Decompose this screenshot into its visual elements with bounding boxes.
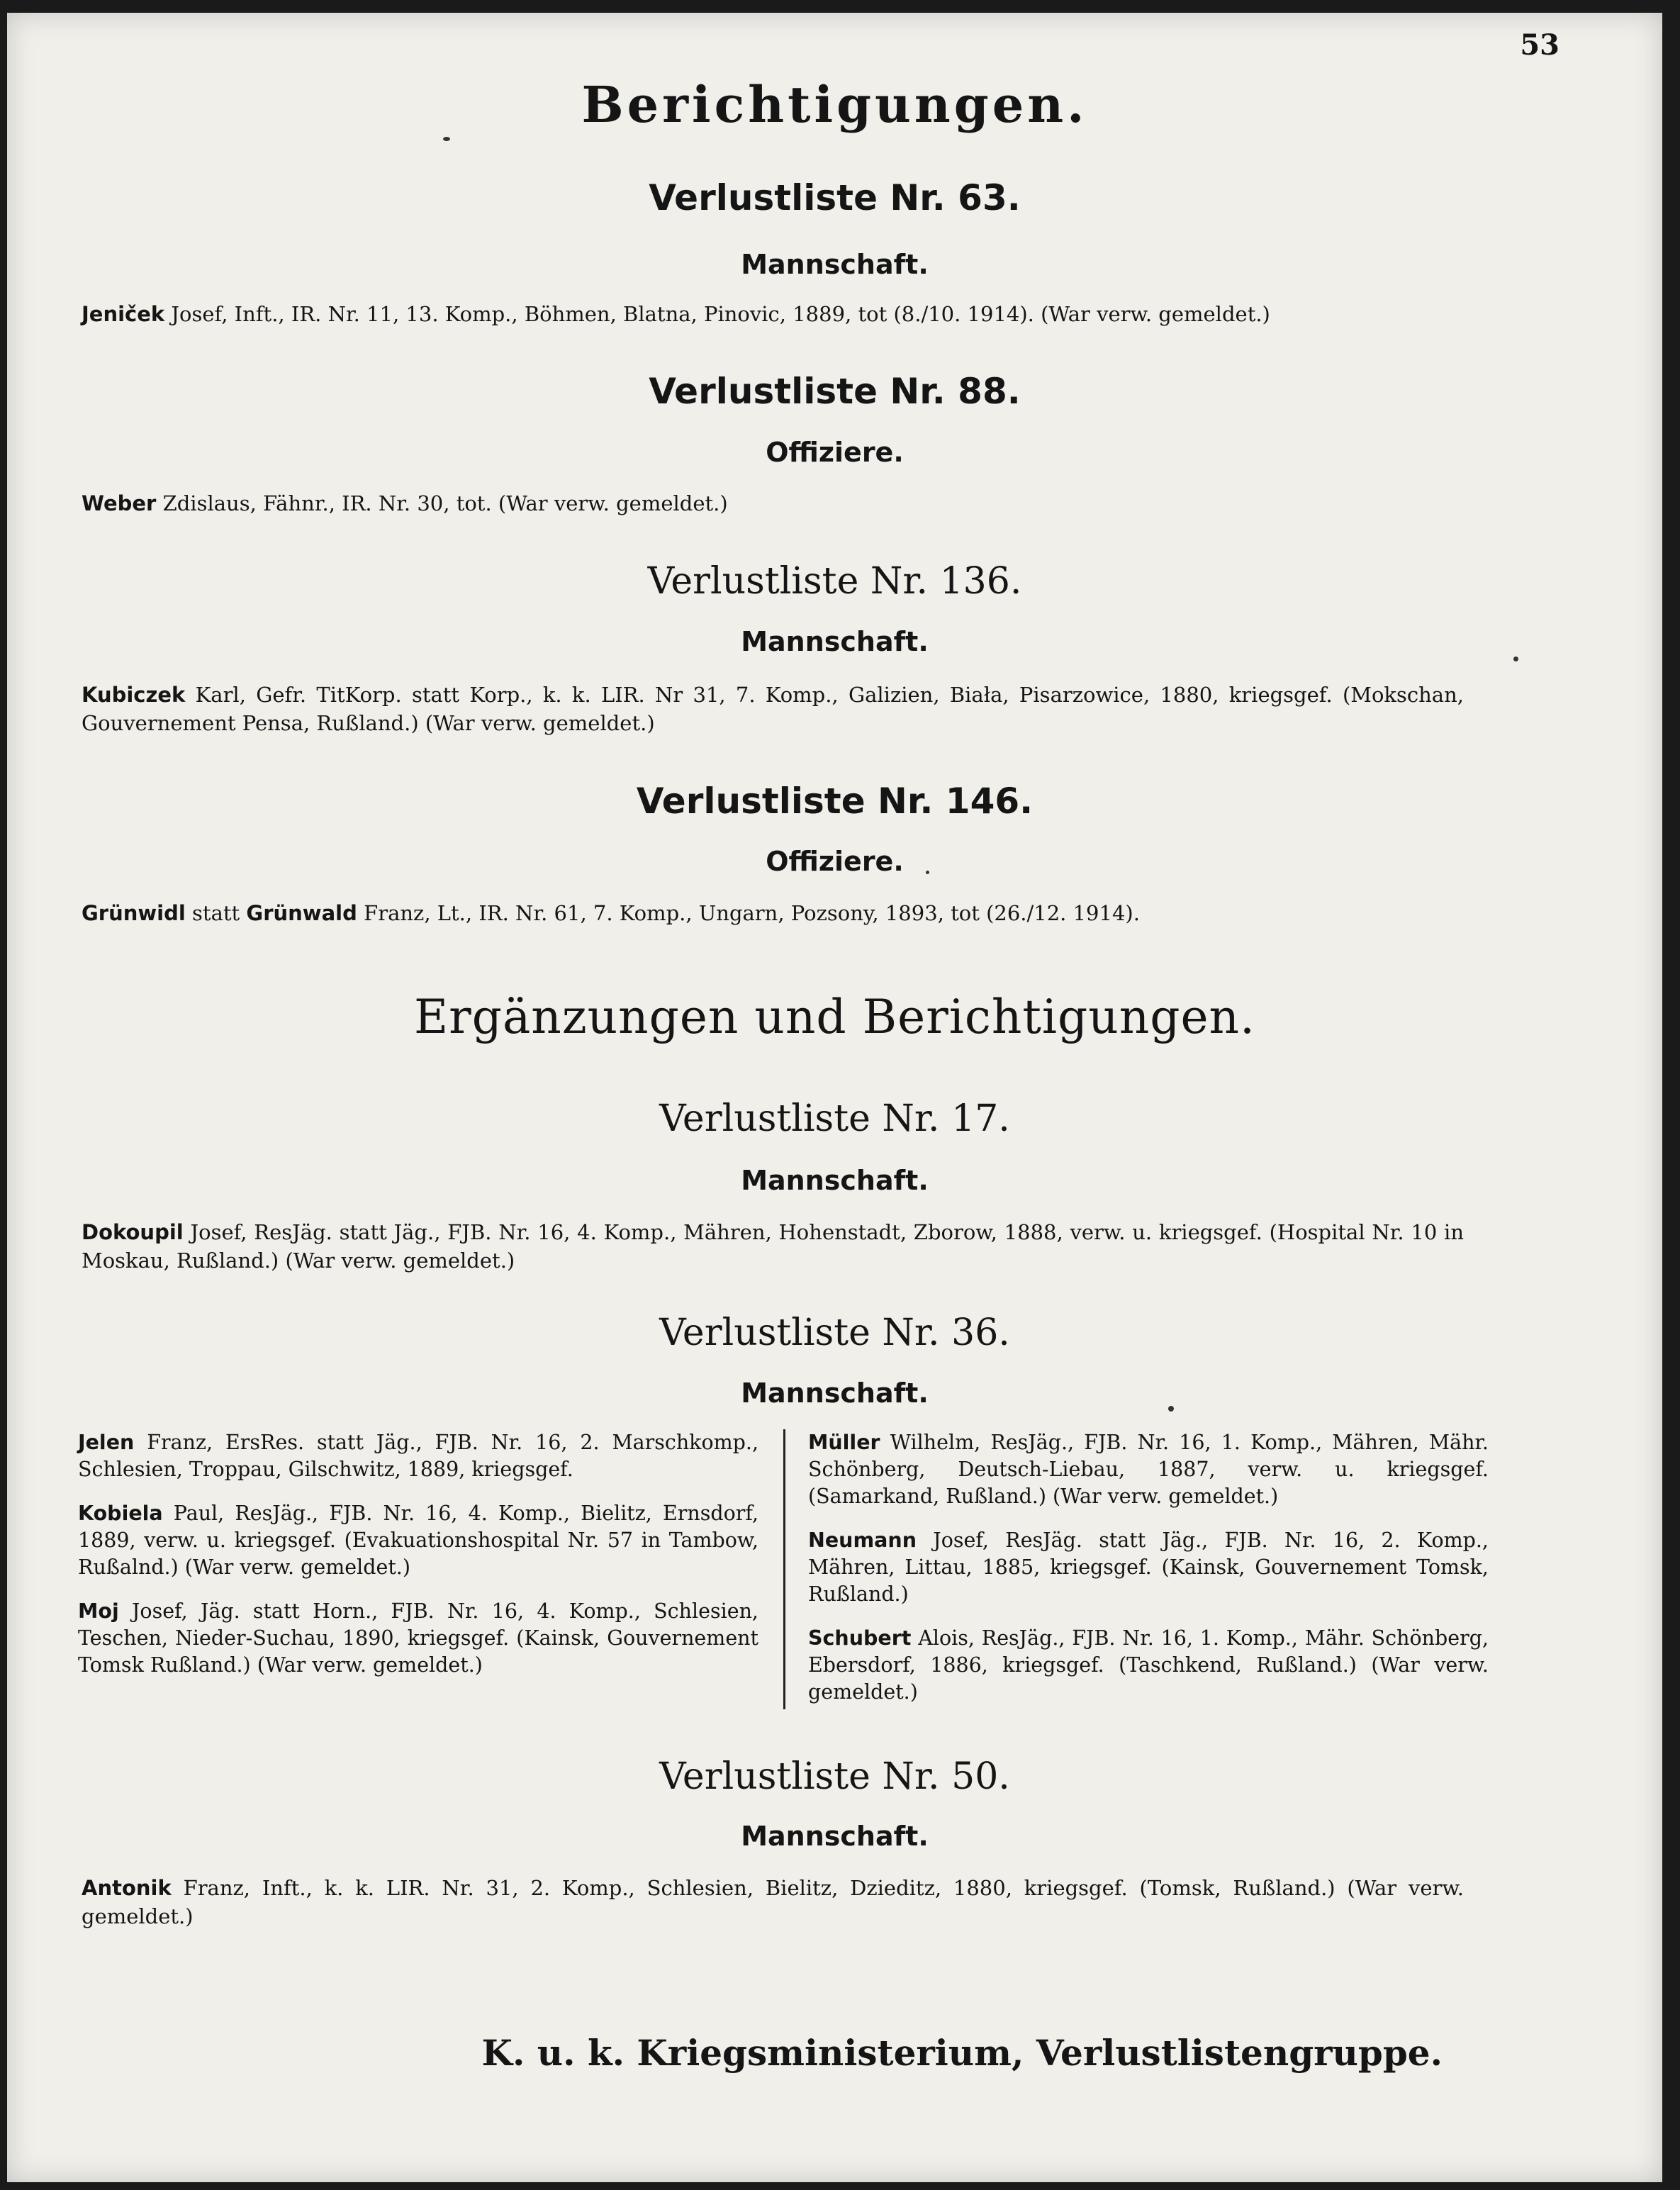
entry-neumann [808,1527,1489,1608]
heading-verlustliste-17: Verlustliste Nr. 17. [659,1097,1010,1140]
heading-verlustliste-88: Verlustliste Nr. 88. [649,371,1021,412]
entry-text: Josef, Inft., IR. Nr. 11, 13. Komp., Böhmen, Blatna, Pinovic, 1889, tot (8./10. 1914). (War verw. gemeldet.) [164,302,1270,326]
entry-name: Antonik [82,1876,172,1900]
heading-verlustliste-63: Verlustliste Nr. 63. [649,177,1021,218]
page-title: Berichtigungen. [581,75,1088,134]
entry-antonik [82,1874,1464,1931]
entry-kubiczek [82,681,1464,737]
entry-text: Zdislaus, Fähnr., IR. Nr. 30, tot. (War verw. gemeldet.) [156,491,728,515]
entry-name: Weber [82,491,157,515]
column-left [78,1429,758,1696]
entry-name: Müller [808,1431,880,1454]
subheading-offiziere: Offiziere. [766,437,904,468]
entry-text: Wilhelm, ResJäg., FJB. Nr. 16, 1. Komp., Mähren, Mähr. Schönberg, Deutsch-Liebau, 1887, verw. u. kriegsgef. (Samarkand, Rußland.) (War verw. gemeldet.) [808,1431,1489,1508]
entry-moj [78,1598,758,1679]
subheading-offiziere: Offiziere. [766,846,904,877]
entry-name: Grünwidl [82,901,186,925]
entry-text: Josef, ResJäg. statt Jäg., FJB. Nr. 16, 2. Komp., Mähren, Littau, 1885, kriegsgef. (Kainsk, Gouvernement Tomsk, Rußland.) [808,1529,1489,1606]
entry-name: Dokoupil [82,1220,184,1244]
entry-name: Jelen [78,1431,135,1454]
entry-text: Josef, Jäg. statt Horn., FJB. Nr. 16, 4. Komp., Schlesien, Teschen, Nieder-Suchau, 1890, kriegsgef. (Kainsk, Gouvernement Tomsk Rußland.) (War verw. gemeldet.) [78,1599,758,1677]
entry-weber [82,489,1464,518]
heading-verlustliste-146: Verlustliste Nr. 146. [636,781,1034,822]
signature: K. u. k. Kriegsministerium, Verlustlistengruppe. [481,2032,1443,2074]
entry-name: Kobiela [78,1502,163,1525]
heading-verlustliste-50: Verlustliste Nr. 50. [659,1755,1010,1798]
entry-schubert [808,1625,1489,1706]
subheading-mannschaft: Mannschaft. [741,1821,929,1852]
entry-text: Franz, Lt., IR. Nr. 61, 7. Komp., Ungarn, Pozsony, 1893, tot (26./12. 1914). [357,901,1140,925]
subheading-mannschaft: Mannschaft. [741,1165,929,1196]
entry-name: Neumann [808,1529,917,1552]
entry-text: Franz, ErsRes. statt Jäg., FJB. Nr. 16, 2. Marschkomp., Schlesien, Troppau, Gilschwitz, 1889, kriegsgef. [78,1431,758,1481]
entry-text: Paul, ResJäg., FJB. Nr. 16, 4. Komp., Bielitz, Ernsdorf, 1889, verw. u. kriegsgef. (Evakuationshospital Nr. 57 in Tambow, Rußalnd.) (War verw. gemeldet.) [78,1502,758,1579]
entry-name: Kubiczek [82,683,186,707]
entry-jelen [78,1429,758,1483]
subheading-mannschaft: Mannschaft. [741,626,929,657]
print-speck [1168,1406,1174,1412]
document-page [7,13,1662,2182]
entry-text: Karl, Gefr. TitKorp. statt Korp., k. k. LIR. Nr 31, 7. Komp., Galizien, Biała, Pisarzowice, 1880, kriegsgef. (Mokschan, Gouvernement Pensa, Rußland.) (War verw. gemeldet.) [82,683,1464,735]
entry-name: Jeniček [82,302,165,326]
entry-kobiela [78,1500,758,1581]
section-title: Ergänzungen und Berichtigungen. [413,990,1256,1044]
entry-text: Alois, ResJäg., FJB. Nr. 16, 1. Komp., Mähr. Schönberg, Ebersdorf, 1886, kriegsgef. (Taschkend, Rußland.) (War verw. gemeldet.) [808,1626,1489,1704]
entry-dokoupil [82,1218,1464,1275]
page-number: 53 [1520,28,1559,62]
print-speck [926,871,929,874]
print-speck [443,137,450,141]
entry-name-alt: Grünwald [246,901,357,925]
column-divider [783,1429,785,1709]
entry-name: Schubert [808,1626,912,1650]
entry-gruenwidl [82,899,1464,927]
entry-text: Franz, Inft., k. k. LIR. Nr. 31, 2. Komp., Schlesien, Bielitz, Dzieditz, 1880, kriegsgef. (Tomsk, Rußland.) (War verw. gemeldet.) [82,1876,1464,1928]
subheading-mannschaft: Mannschaft. [741,1378,929,1409]
column-right [808,1429,1489,1723]
heading-verlustliste-36: Verlustliste Nr. 36. [659,1312,1010,1354]
entry-mueller [808,1429,1489,1510]
entry-text: Josef, ResJäg. statt Jäg., FJB. Nr. 16, 4. Komp., Mähren, Hohenstadt, Zborow, 1888, verw. u. kriegsgef. (Hospital Nr. 10 in Moskau, Rußland.) (War verw. gemeldet.) [82,1220,1464,1273]
entry-jenicek [82,300,1464,328]
entry-text: statt [185,901,247,925]
entry-name: Moj [78,1599,119,1623]
print-speck [1513,657,1518,661]
subheading-mannschaft: Mannschaft. [741,249,929,280]
heading-verlustliste-136: Verlustliste Nr. 136. [647,560,1022,603]
